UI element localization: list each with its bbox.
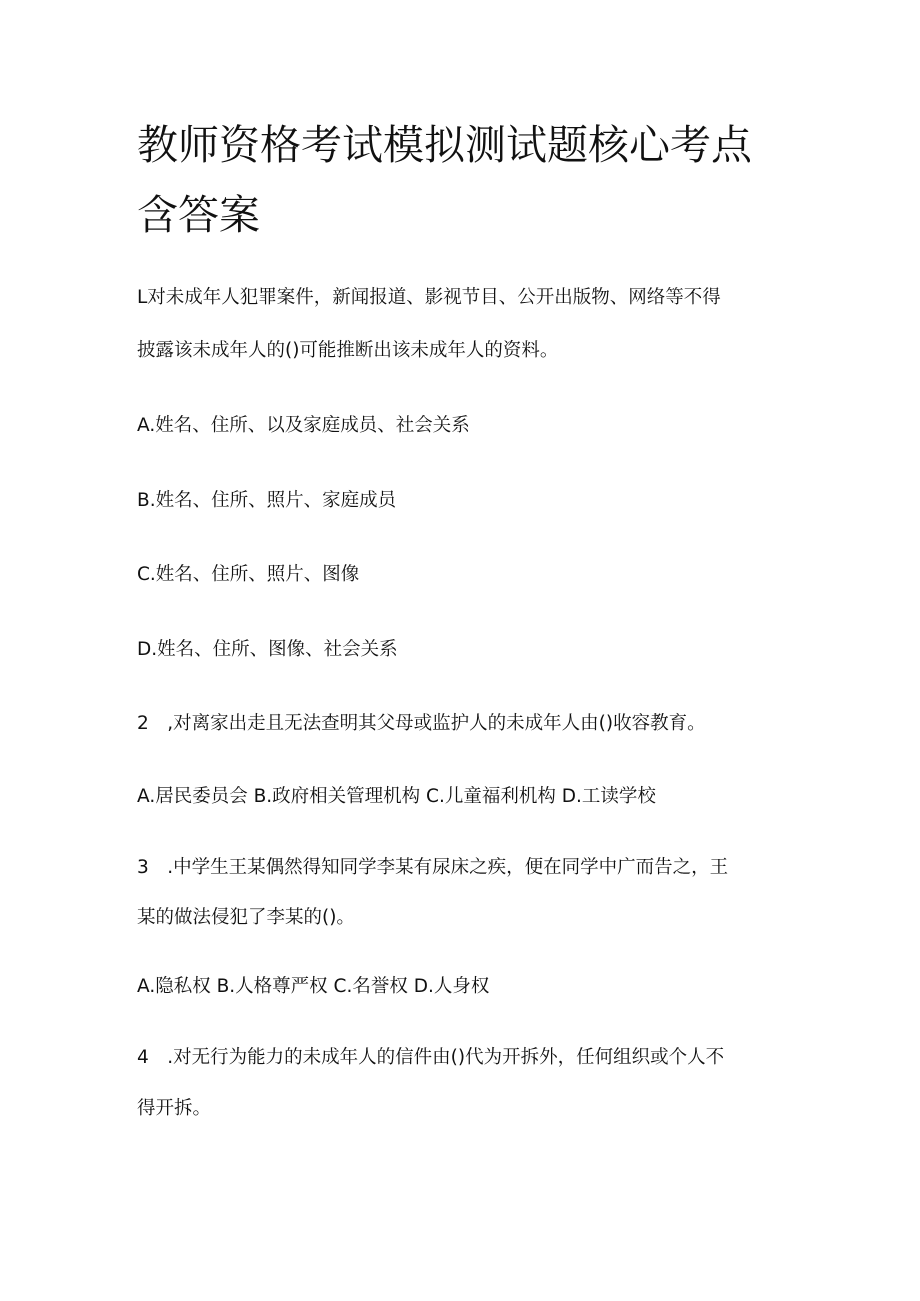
question-2-options: A.居民委员会 B.政府相关管理机构 C.儿童福利机构 D.工读学校	[137, 786, 656, 807]
question-1-option-a: A.姓名、住所、以及家庭成员、社会关系	[137, 415, 470, 436]
question-3-stem-line-1: 3 .中学生王某偶然得知同学李某有尿床之疾，便在同学中广而告之，王	[137, 857, 729, 878]
question-4-stem-line-2: 得开拆。	[137, 1098, 212, 1119]
question-1-option-c: C.姓名、住所、照片、图像	[137, 564, 360, 585]
question-1-stem-line-2: 披露该未成年人的()可能推断出该未成年人的资料。	[137, 340, 559, 361]
document-title-line-2: 含答案	[137, 191, 260, 239]
question-3-stem-line-2: 某的做法侵犯了李某的()。	[137, 907, 355, 928]
question-3-options: A.隐私权 B.人格尊严权 C.名誉权 D.人身权	[137, 976, 490, 997]
question-2-stem: 2 ,对离家出走且无法查明其父母或监护人的未成年人由()收容教育。	[137, 713, 706, 734]
question-1-stem-line-1: L对未成年人犯罪案件，新闻报道、影视节目、公开出版物、网络等不得	[137, 287, 721, 308]
question-1-option-b: B.姓名、住所、照片、家庭成员	[137, 490, 397, 511]
document-title-line-1: 教师资格考试模拟测试题核心考点	[137, 121, 752, 169]
question-1-option-d: D.姓名、住所、图像、社会关系	[137, 639, 398, 660]
question-4-stem-line-1: 4 .对无行为能力的未成年人的信件由()代为开拆外，任何组织或个人不	[137, 1047, 725, 1068]
